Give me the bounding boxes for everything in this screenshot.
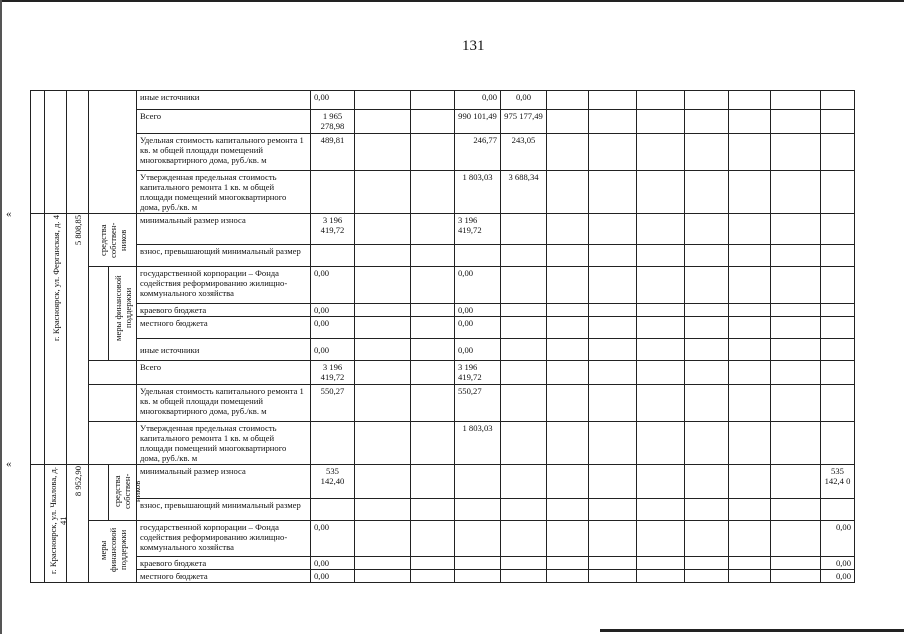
cell-total bbox=[311, 171, 355, 214]
cell-total: 0,00 bbox=[311, 267, 355, 304]
group-owner-funds: средства собствен-ников bbox=[97, 222, 128, 258]
capital-repair-table bbox=[30, 90, 855, 583]
cell-total: 489,81 bbox=[311, 134, 355, 171]
page-number: 131 bbox=[462, 38, 485, 54]
row-label: иные источники bbox=[137, 91, 311, 110]
row-label: местного бюджета bbox=[137, 570, 311, 583]
cell-total: 0,00 bbox=[311, 557, 355, 570]
table-row bbox=[31, 267, 855, 304]
cell-value: 0,00 bbox=[455, 91, 501, 110]
cell-value: 975 177,49 bbox=[501, 110, 547, 134]
table-row bbox=[31, 214, 855, 245]
row-label: Удельная стоимость капитального ремонта 1 кв. м общей площади помещений многоквартирного дома, руб./кв. м bbox=[137, 134, 311, 171]
cell-value: 3 688,34 bbox=[501, 171, 547, 214]
table-row bbox=[31, 499, 855, 521]
row-label: государственной корпорации – Фонда содействия реформированию жилищно-коммунального хозяйства bbox=[137, 521, 311, 557]
table-row bbox=[31, 134, 855, 171]
group-financial-support: меры финансовой поддержки bbox=[97, 527, 128, 573]
address: г. Красноярск, ул. Ферганская, д. 4 bbox=[50, 215, 61, 342]
cell-total: 535 142,40 bbox=[311, 465, 355, 499]
cell-total: 0,00 bbox=[311, 521, 355, 557]
cell-value: 1 803,03 bbox=[455, 171, 501, 214]
scan-border-left bbox=[0, 0, 2, 634]
area: 8 952,90 bbox=[72, 466, 83, 497]
table-row bbox=[31, 91, 855, 110]
cell-value: 535 142,4 0 bbox=[821, 465, 855, 499]
cell-value: 550,27 bbox=[455, 385, 501, 422]
row-label: взнос, превышающий минимальный размер bbox=[137, 245, 311, 267]
cell-total: 550,27 bbox=[311, 385, 355, 422]
cell-value: 0,00 bbox=[455, 267, 501, 304]
group-owner-funds: средства собствен-ников bbox=[112, 473, 142, 509]
cell-value: 0,00 bbox=[455, 304, 501, 317]
cell-value: 0,00 bbox=[821, 557, 855, 570]
row-label: государственной корпорации – Фонда содействия реформированию жилищно-коммунального хозяйства bbox=[137, 267, 311, 304]
row-label: Утвержденная предельная стоимость капитального ремонта 1 кв. м общей площади помещений многоквартирного дома, руб./кв. м bbox=[137, 171, 311, 214]
margin-mark: « bbox=[6, 208, 12, 220]
row-label: местного бюджета bbox=[137, 317, 311, 339]
margin-mark: « bbox=[6, 458, 12, 470]
table-row bbox=[31, 304, 855, 317]
cell-total: 0,00 bbox=[311, 317, 355, 339]
cell-value: 243,05 bbox=[501, 134, 547, 171]
row-label: Всего bbox=[137, 361, 311, 385]
row-label: краевого бюджета bbox=[137, 557, 311, 570]
scan-border-bottom bbox=[600, 629, 904, 632]
table-row bbox=[31, 422, 855, 465]
row-label: взнос, превышающий минимальный размер bbox=[137, 499, 311, 521]
table-row bbox=[31, 317, 855, 339]
address: г. Красноярск, ул. Чкалова, д. 41 bbox=[48, 467, 68, 575]
group-financial-support: меры финансовой поддержки bbox=[112, 275, 133, 341]
cell-total: 0,00 bbox=[311, 570, 355, 583]
table-row bbox=[31, 361, 855, 385]
cell-value: 990 101,49 bbox=[455, 110, 501, 134]
cell-value: 1 803,03 bbox=[455, 422, 501, 465]
table-row bbox=[31, 110, 855, 134]
table-row bbox=[31, 570, 855, 583]
row-label: Удельная стоимость капитального ремонта 1 кв. м общей площади помещений многоквартирного дома, руб./кв. м bbox=[137, 385, 311, 422]
cell-total: 0,00 bbox=[311, 91, 355, 110]
table-row bbox=[31, 557, 855, 570]
table-row bbox=[31, 171, 855, 214]
cell-value: 3 196 419,72 bbox=[455, 361, 501, 385]
row-label: минимальный размер износа bbox=[137, 465, 311, 499]
area: 5 808,85 bbox=[72, 215, 83, 246]
cell-value: 246,77 bbox=[455, 134, 501, 171]
row-label: иные источники bbox=[137, 339, 311, 361]
cell-total: 3 196 419,72 bbox=[311, 214, 355, 245]
cell-value: 0,00 bbox=[501, 91, 547, 110]
row-label: минимальный размер износа bbox=[137, 214, 311, 245]
row-label: Утвержденная предельная стоимость капитального ремонта 1 кв. м общей площади помещений многоквартирного дома, руб./кв. м bbox=[137, 422, 311, 465]
cell-value: 0,00 bbox=[821, 570, 855, 583]
table-row bbox=[31, 339, 855, 361]
cell-value: 0,00 bbox=[455, 317, 501, 339]
cell-total: 0,00 bbox=[311, 304, 355, 317]
cell-value: 0,00 bbox=[821, 521, 855, 557]
cell-total: 0,00 bbox=[311, 339, 355, 361]
cell-value: 0,00 bbox=[455, 339, 501, 361]
table-row bbox=[31, 245, 855, 267]
cell-value: 3 196 419,72 bbox=[455, 214, 501, 245]
scan-border-top bbox=[0, 0, 904, 2]
cell-total: 3 196 419,72 bbox=[311, 361, 355, 385]
table-row bbox=[31, 521, 855, 557]
cell-total: 1 965 278,98 bbox=[311, 110, 355, 134]
table-row bbox=[31, 385, 855, 422]
row-label: краевого бюджета bbox=[137, 304, 311, 317]
row-label: Всего bbox=[137, 110, 311, 134]
table-row bbox=[31, 465, 855, 499]
